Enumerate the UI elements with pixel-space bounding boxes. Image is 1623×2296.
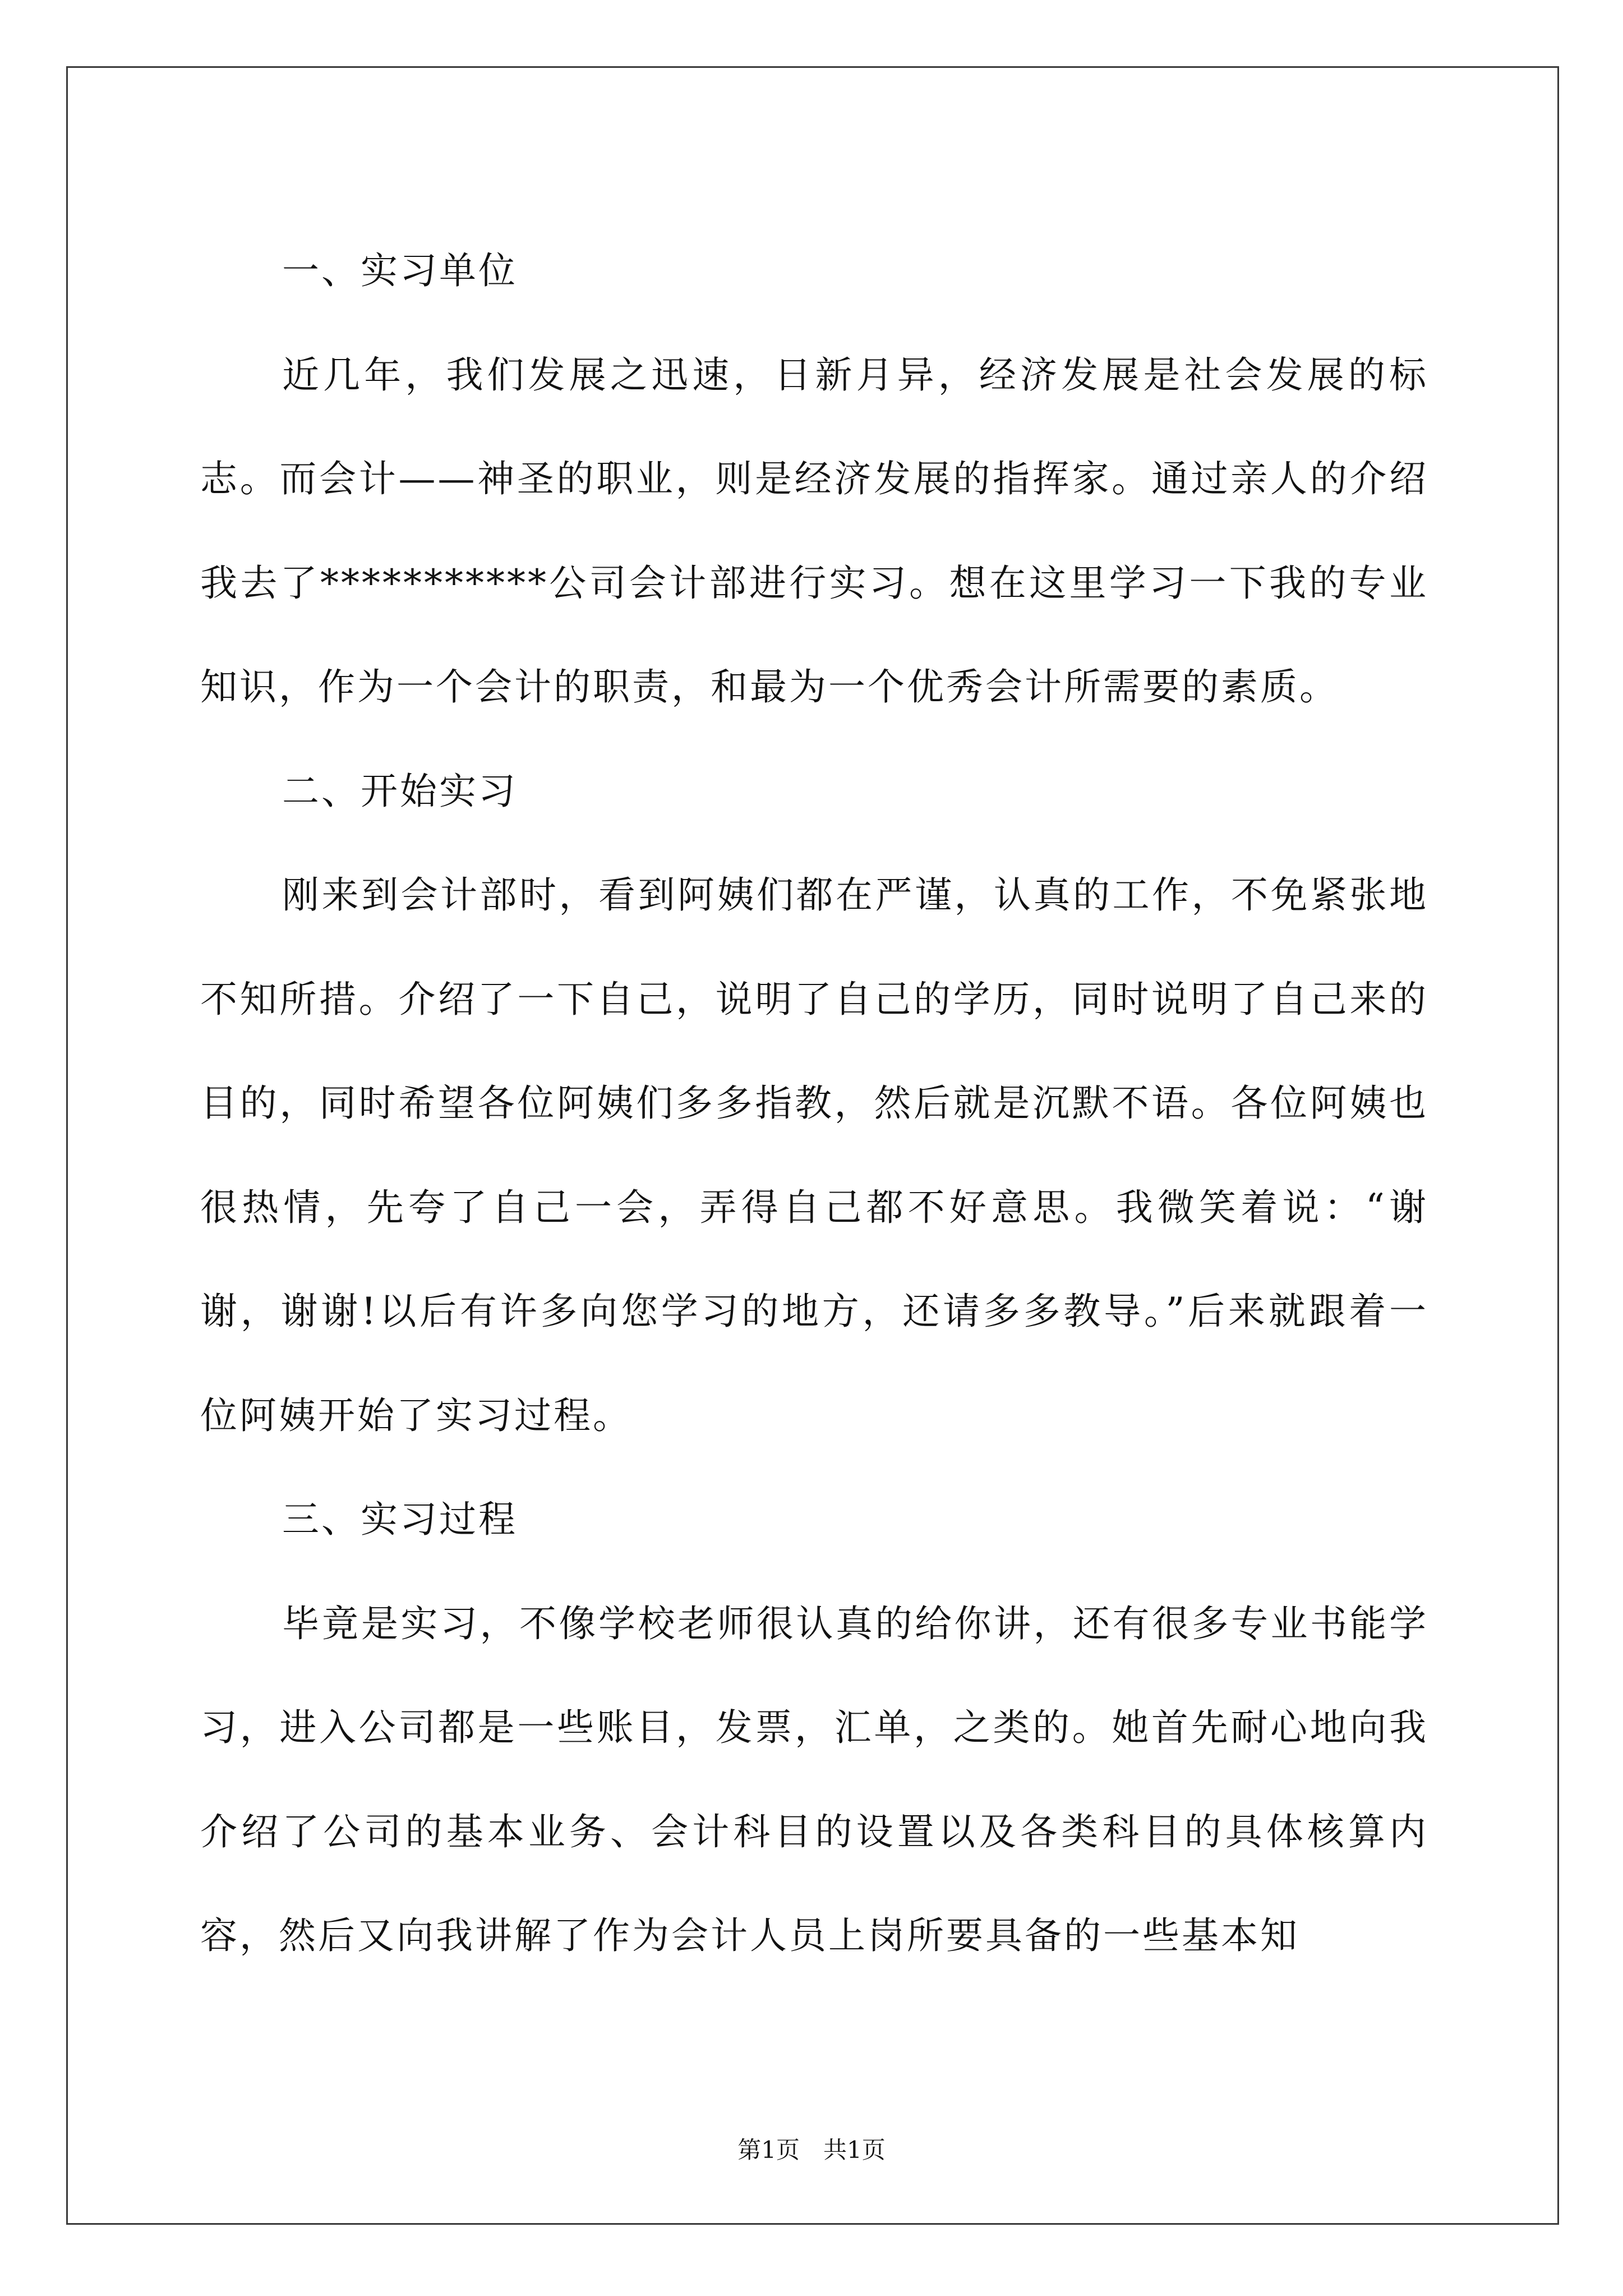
paragraph-3: 毕竟是实习，不像学校老师很认真的给你讲，还有很多专业书能学习，进入公司都是一些账目，发票，汇单，之类的。她首先耐心地向我介绍了公司的基本业务、会计科目的设置以及各类科目的具体核算内容，然后又向我讲解了作为会计人员上岗所要具备的一些基本知 (200, 1602, 1428, 1957)
page-footer (0, 2133, 1623, 2167)
page-number-total: 共1页 (823, 2136, 886, 2164)
section-heading-2: 二、开始实习 (282, 769, 518, 813)
paragraph-2: 刚来到会计部时，看到阿姨们都在严谨，认真的工作，不免紧张地不知所措。介绍了一下自己，说明了自己的学历，同时说明了自己来的目的，同时希望各位阿姨们多多指教，然后就是沉默不语。各位阿姨也很热情，先夸了自己一会，弄得自己都不好意思。我微笑着说：“谢谢，谢谢!以后有许多向您学习的地方，还请多多教导。”后来就跟着一位阿姨开始了实习过程。 (200, 873, 1428, 1437)
page-number-current: 第1页 (737, 2136, 800, 2164)
section-heading-1: 一、实习单位 (282, 249, 518, 292)
document-body (200, 219, 1428, 1988)
section-heading-3: 三、实习过程 (282, 1498, 518, 1541)
paragraph-1: 近几年，我们发展之迅速，日新月异，经济发展是社会发展的标志。而会计——神圣的职业，则是经济发展的指挥家。通过亲人的介绍我去了***********公司会计部进行实习。想在这里学习一下我的专业知识，作为一个会计的职责，和最为一个优秀会计所需要的素质。 (200, 353, 1428, 708)
